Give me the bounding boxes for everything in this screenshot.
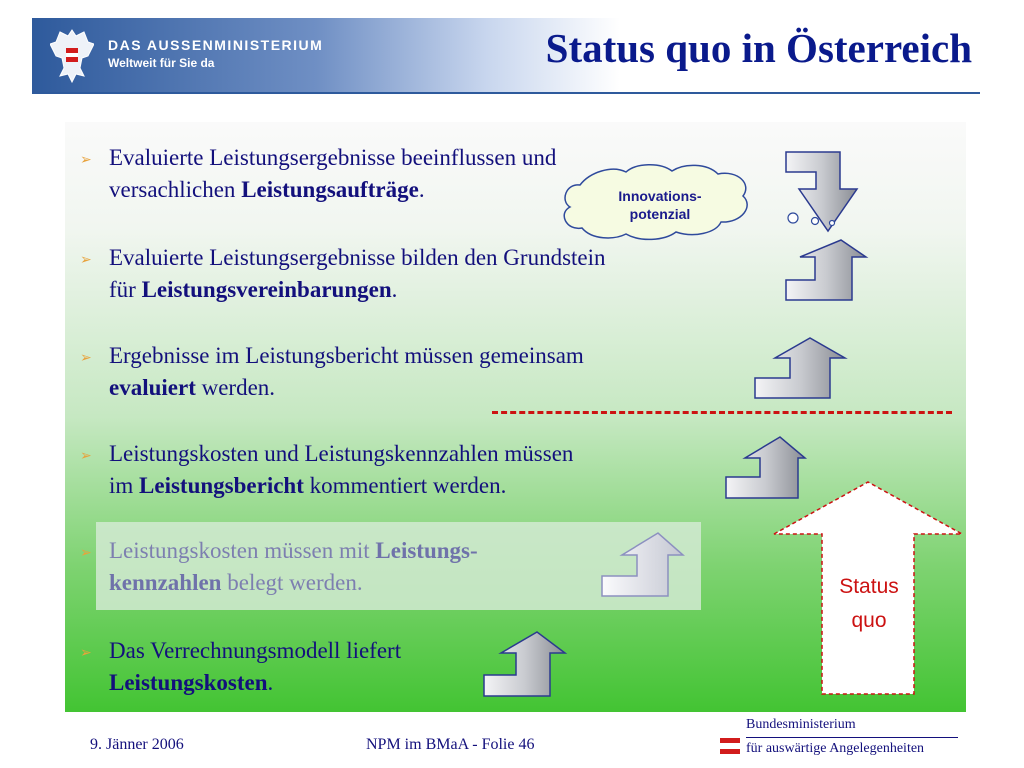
step-arrow-icon <box>786 240 866 300</box>
bullet-line-end: . <box>418 177 425 202</box>
logo-title: DAS AUSSENMINISTERIUM <box>108 37 324 53</box>
bullet-line-end: werden. <box>195 375 276 400</box>
step-arrow-icon <box>602 533 683 596</box>
cloud-label-line: potenzial <box>629 206 691 222</box>
footer-ministry-line: Bundesministerium <box>746 717 856 732</box>
bullet-line: für <box>109 277 142 302</box>
bullet-line: Leistungskosten müssen mit <box>109 538 376 563</box>
bullet-line: Leistungskosten und Leistungskennzahlen müssen <box>109 441 574 466</box>
bullet-arrow-icon: ➢ <box>80 645 92 661</box>
bullet-keyword: Leistungsvereinbarungen <box>141 277 392 302</box>
bullet-keyword: kennzahlen <box>109 570 222 595</box>
bullet-arrow-icon: ➢ <box>80 448 92 464</box>
bullet-line: im <box>109 473 140 498</box>
austria-flag-icon <box>720 738 740 754</box>
bullet-keyword: Leistungskosten <box>109 670 268 695</box>
bullet-line-end: . <box>267 670 274 695</box>
status-quo-label-line: quo <box>851 609 887 632</box>
logo-tagline: Weltweit für Sie da <box>108 56 215 70</box>
cloud-label-line: Innovations- <box>618 188 702 204</box>
step-arrow-icon <box>726 437 805 498</box>
bullet-arrow-icon: ➢ <box>80 545 92 561</box>
step-arrow-icon <box>484 632 565 696</box>
bullet-line: Ergebnisse im Leistungsbericht müssen gemeinsam <box>109 343 584 368</box>
bullet-line: versachlichen <box>109 177 242 202</box>
cloud-label <box>590 187 730 223</box>
bullet-line-end: . <box>391 277 398 302</box>
bullet-line: Das Verrechnungsmodell liefert <box>109 638 402 663</box>
bullet-keyword: Leistungsbericht <box>139 473 304 498</box>
footer-date: 9. Jänner 2006 <box>90 736 184 753</box>
bullet-line: Evaluierte Leistungsergebnisse bilden den Grundstein <box>109 245 606 270</box>
bullet-keyword: Leistungs- <box>375 538 478 563</box>
bullet-line: Evaluierte Leistungsergebnisse beeinflussen und <box>109 145 557 170</box>
footer-ministry-line: für auswärtige Angelegenheiten <box>746 741 925 756</box>
footer-divider <box>746 737 958 738</box>
status-quo-label <box>823 570 915 638</box>
step-arrow-icon <box>755 338 845 398</box>
bullet-arrow-icon: ➢ <box>80 350 92 366</box>
footer-slide-number: NPM im BMaA - Folie 46 <box>366 736 535 753</box>
bullet-keyword: Leistungsaufträge <box>241 177 419 202</box>
bullet-arrow-icon: ➢ <box>80 252 92 268</box>
status-quo-label-line: Status <box>839 575 899 598</box>
bullet-keyword: evaluiert <box>109 375 196 400</box>
bullet-line-end: kommentiert werden. <box>303 473 507 498</box>
bullet-arrow-icon: ➢ <box>80 152 92 168</box>
page-title: Status quo in Österreich <box>545 25 972 71</box>
bullet-line-end: belegt werden. <box>221 570 363 595</box>
